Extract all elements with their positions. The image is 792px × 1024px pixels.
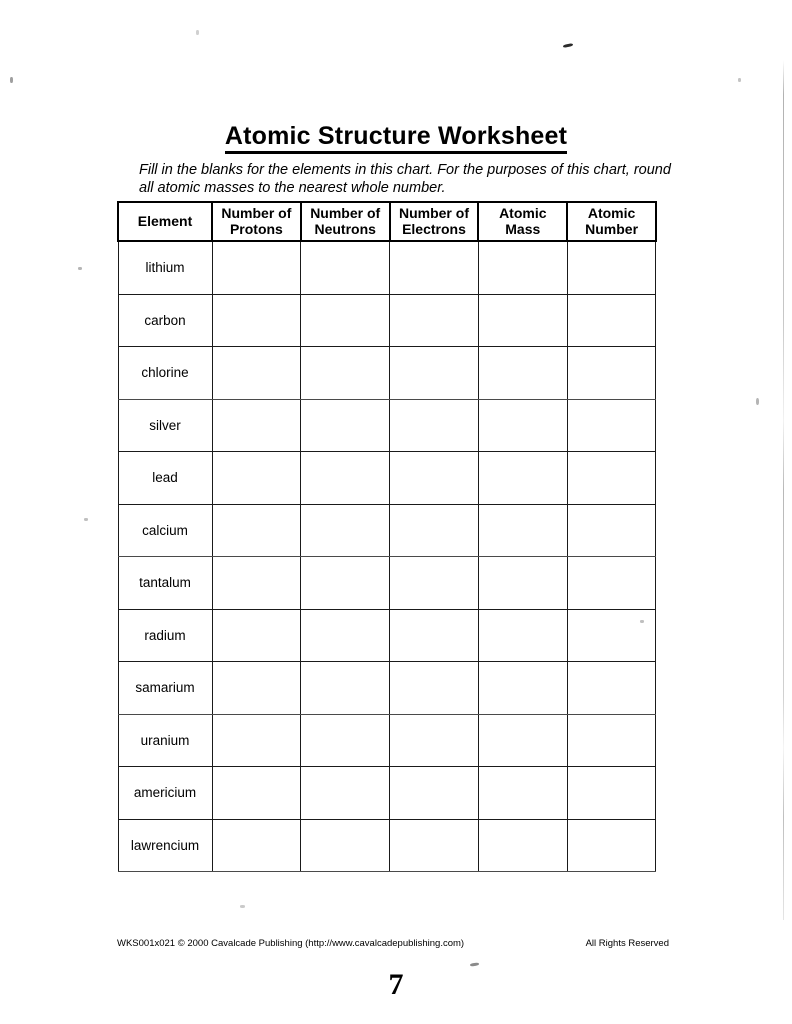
answer-cell-atomic-number[interactable]	[567, 662, 656, 715]
scan-speck	[738, 78, 741, 82]
answer-cell-neutrons[interactable]	[301, 819, 390, 872]
table-row	[118, 294, 656, 347]
answer-cell-neutrons[interactable]	[301, 399, 390, 452]
answer-cell-neutrons[interactable]	[301, 347, 390, 400]
answer-cell-protons[interactable]	[212, 294, 301, 347]
scan-speck	[78, 267, 82, 270]
page-title	[0, 122, 792, 151]
column-header-atomic-mass	[478, 202, 567, 241]
answer-cell-protons[interactable]	[212, 557, 301, 610]
element-name-cell: tantalum	[118, 557, 212, 610]
element-name-cell: americium	[118, 767, 212, 820]
column-header-line-1: Atomic	[499, 204, 547, 221]
column-header-line-1: Element	[137, 212, 193, 229]
table-header-row	[118, 202, 656, 241]
table-row	[118, 241, 656, 294]
page-number: 7	[388, 968, 404, 1001]
answer-cell-atomic-mass[interactable]	[478, 662, 567, 715]
answer-cell-protons[interactable]	[212, 714, 301, 767]
answer-cell-atomic-number[interactable]	[567, 557, 656, 610]
answer-cell-atomic-mass[interactable]	[478, 347, 567, 400]
answer-cell-atomic-number[interactable]	[567, 241, 656, 294]
answer-cell-neutrons[interactable]	[301, 714, 390, 767]
column-header-neutrons	[301, 202, 390, 241]
answer-cell-protons[interactable]	[212, 662, 301, 715]
answer-cell-neutrons[interactable]	[301, 609, 390, 662]
answer-cell-protons[interactable]	[212, 819, 301, 872]
column-header-line-1: Number of	[221, 204, 292, 221]
answer-cell-electrons[interactable]	[390, 557, 479, 610]
atomic-structure-table	[117, 201, 657, 872]
answer-cell-neutrons[interactable]	[301, 504, 390, 557]
column-header-line-1: Atomic	[587, 204, 636, 221]
answer-cell-electrons[interactable]	[390, 452, 479, 505]
column-header-line-2: Neutrons	[314, 220, 376, 237]
element-name-cell: calcium	[118, 504, 212, 557]
column-header-electrons	[390, 202, 479, 241]
answer-cell-atomic-number[interactable]	[567, 504, 656, 557]
answer-cell-neutrons[interactable]	[301, 241, 390, 294]
answer-cell-atomic-number[interactable]	[567, 819, 656, 872]
answer-cell-atomic-number[interactable]	[567, 609, 656, 662]
footer-rights: All Rights Reserved	[585, 938, 669, 949]
answer-cell-atomic-number[interactable]	[567, 347, 656, 400]
answer-cell-neutrons[interactable]	[301, 662, 390, 715]
scan-speck	[756, 398, 759, 405]
answer-cell-protons[interactable]	[212, 504, 301, 557]
answer-cell-atomic-number[interactable]	[567, 399, 656, 452]
answer-cell-electrons[interactable]	[390, 819, 479, 872]
answer-cell-electrons[interactable]	[390, 241, 479, 294]
column-header-line-2: Number	[585, 220, 639, 237]
answer-cell-neutrons[interactable]	[301, 452, 390, 505]
page-title-text: Atomic Structure Worksheet	[225, 122, 567, 154]
footer-copyright: WKS001x021 © 2000 Cavalcade Publishing (http://www.cavalcadepublishing.com)	[117, 938, 465, 949]
table-row	[118, 714, 656, 767]
answer-cell-atomic-mass[interactable]	[478, 504, 567, 557]
answer-cell-atomic-mass[interactable]	[478, 452, 567, 505]
answer-cell-electrons[interactable]	[390, 347, 479, 400]
element-name-cell: silver	[118, 399, 212, 452]
answer-cell-atomic-mass[interactable]	[478, 241, 567, 294]
column-header-line-2: Protons	[229, 220, 283, 237]
answer-cell-atomic-mass[interactable]	[478, 609, 567, 662]
scan-speck	[563, 43, 573, 48]
column-header-atomic-number	[567, 202, 656, 241]
table-row	[118, 504, 656, 557]
answer-cell-atomic-number[interactable]	[567, 294, 656, 347]
table-row	[118, 399, 656, 452]
element-name-cell: lawrencium	[118, 819, 212, 872]
table-body	[118, 241, 656, 872]
answer-cell-electrons[interactable]	[390, 767, 479, 820]
column-header-line-2: Mass	[505, 220, 541, 237]
table-row	[118, 452, 656, 505]
element-name-cell: lead	[118, 452, 212, 505]
table-row	[118, 347, 656, 400]
scan-speck	[240, 905, 245, 908]
page-footer	[117, 938, 677, 949]
table-row	[118, 819, 656, 872]
table-header	[118, 202, 656, 241]
answer-cell-electrons[interactable]	[390, 294, 479, 347]
column-header-line-1: Number of	[310, 204, 381, 221]
answer-cell-atomic-mass[interactable]	[478, 767, 567, 820]
element-name-cell: chlorine	[118, 347, 212, 400]
scan-speck	[10, 77, 13, 83]
answer-cell-neutrons[interactable]	[301, 557, 390, 610]
answer-cell-protons[interactable]	[212, 452, 301, 505]
scan-speck	[470, 962, 479, 966]
instructions-text: Fill in the blanks for the elements in this chart. For the purposes of this chart, round all atomic masses to the nearest whole number.	[139, 161, 671, 197]
answer-cell-electrons[interactable]	[390, 609, 479, 662]
element-name-cell: uranium	[118, 714, 212, 767]
answer-cell-atomic-mass[interactable]	[478, 399, 567, 452]
column-header-element	[118, 202, 212, 241]
column-header-line-1: Number of	[398, 204, 469, 221]
answer-cell-protons[interactable]	[212, 399, 301, 452]
answer-cell-atomic-number[interactable]	[567, 767, 656, 820]
answer-cell-electrons[interactable]	[390, 504, 479, 557]
answer-cell-neutrons[interactable]	[301, 767, 390, 820]
answer-cell-atomic-number[interactable]	[567, 714, 656, 767]
scan-artifact-line	[783, 60, 784, 920]
answer-cell-protons[interactable]	[212, 609, 301, 662]
answer-cell-protons[interactable]	[212, 347, 301, 400]
answer-cell-atomic-mass[interactable]	[478, 819, 567, 872]
answer-cell-electrons[interactable]	[390, 399, 479, 452]
table-row	[118, 557, 656, 610]
answer-cell-atomic-mass[interactable]	[478, 294, 567, 347]
scan-speck	[196, 30, 199, 35]
element-name-cell: radium	[118, 609, 212, 662]
element-name-cell: samarium	[118, 662, 212, 715]
scan-speck	[84, 518, 88, 521]
answer-cell-atomic-number[interactable]	[567, 452, 656, 505]
answer-cell-electrons[interactable]	[390, 714, 479, 767]
table-row	[118, 767, 656, 820]
element-name-cell: carbon	[118, 294, 212, 347]
answer-cell-protons[interactable]	[212, 241, 301, 294]
column-header-protons	[212, 202, 301, 241]
table-row	[118, 662, 656, 715]
table-row	[118, 609, 656, 662]
answer-cell-atomic-mass[interactable]	[478, 557, 567, 610]
answer-cell-protons[interactable]	[212, 767, 301, 820]
answer-cell-atomic-mass[interactable]	[478, 714, 567, 767]
answer-cell-electrons[interactable]	[390, 662, 479, 715]
column-header-line-2: Electrons	[402, 220, 466, 237]
element-name-cell: lithium	[118, 241, 212, 294]
answer-cell-neutrons[interactable]	[301, 294, 390, 347]
